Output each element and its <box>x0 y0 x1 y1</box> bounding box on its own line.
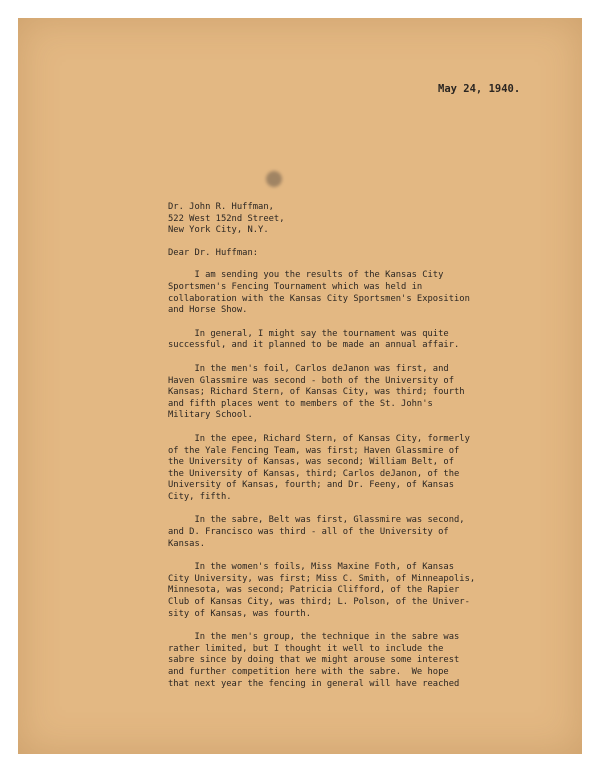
salutation <box>168 248 528 260</box>
text-line: In the epee, Richard Stern, of Kansas City, formerly <box>168 433 470 444</box>
text-line: Military School. <box>168 410 253 421</box>
text-line: the University of Kansas, was second; William Belt, of <box>168 457 454 468</box>
text-line: and D. Francisco was third - all of the University of <box>168 527 449 538</box>
letter-date: May 24, 1940. <box>438 83 521 95</box>
letter-page <box>18 18 582 754</box>
text-line: sity of Kansas, was fourth. <box>168 608 311 619</box>
text-line: I am sending you the results of the Kansas City <box>168 270 444 281</box>
text-line: University of Kansas, fourth; and Dr. Feeny, of Kansas <box>168 480 454 491</box>
text-line: Haven Glassmire was second - both of the University of <box>168 375 454 386</box>
text-line: collaboration with the Kansas City Sportsmen's Exposition <box>168 293 470 304</box>
text-line: and fifth places went to members of the St. John's <box>168 398 433 409</box>
letter-body <box>168 202 528 702</box>
text-line: In the women's foils, Miss Maxine Foth, of Kansas <box>168 562 454 573</box>
paragraph-epee <box>168 434 528 504</box>
text-line: In the sabre, Belt was first, Glassmire was second, <box>168 515 465 526</box>
paragraph-womens-foils <box>168 562 528 620</box>
text-line: Kansas. <box>168 538 206 549</box>
address-line: 522 West 152nd Street, <box>168 213 285 224</box>
text-line: City University, was first; Miss C. Smith, of Minneapolis, <box>168 573 476 584</box>
paragraph-sabre <box>168 515 528 550</box>
address-line: New York City, N.Y. <box>168 225 269 236</box>
text-line: sabre since by doing that we might arouse some interest <box>168 655 460 666</box>
text-line: Minnesota, was second; Patricia Clifford, of the Rapier <box>168 585 460 596</box>
text-line: that next year the fencing in general will have reached <box>168 678 460 689</box>
text-line: City, fifth. <box>168 491 232 502</box>
text-line: In the men's foil, Carlos deJanon was first, and <box>168 363 449 374</box>
text-line: successful, and it planned to be made an annual affair. <box>168 340 460 351</box>
text-line: Sportsmen's Fencing Tournament which was held in <box>168 281 423 292</box>
recipient-address <box>168 202 528 237</box>
text-line: Club of Kansas City, was third; L. Polson, of the Univer- <box>168 597 470 608</box>
text-line: of the Yale Fencing Team, was first; Haven Glassmire of <box>168 445 460 456</box>
text-line: rather limited, but I thought it well to include the <box>168 643 444 654</box>
text-line: Kansas; Richard Stern, of Kansas City, was third; fourth <box>168 387 465 398</box>
text-line: In the men's group, the technique in the sabre was <box>168 632 460 643</box>
address-line: Dr. John R. Huffman, <box>168 202 274 212</box>
paragraph-mens-foil <box>168 364 528 422</box>
ink-smudge <box>266 171 282 187</box>
text-line: the University of Kansas, third; Carlos deJanon, of the <box>168 468 460 479</box>
text-line: and Horse Show. <box>168 305 248 316</box>
text-line: and further competition here with the sabre. We hope <box>168 667 449 677</box>
paragraph-general <box>168 329 528 352</box>
paragraph-mens-group <box>168 632 528 690</box>
salutation-text: Dear Dr. Huffman: <box>168 247 259 258</box>
paragraph-intro <box>168 270 528 316</box>
text-line: In general, I might say the tournament was quite <box>168 328 449 339</box>
